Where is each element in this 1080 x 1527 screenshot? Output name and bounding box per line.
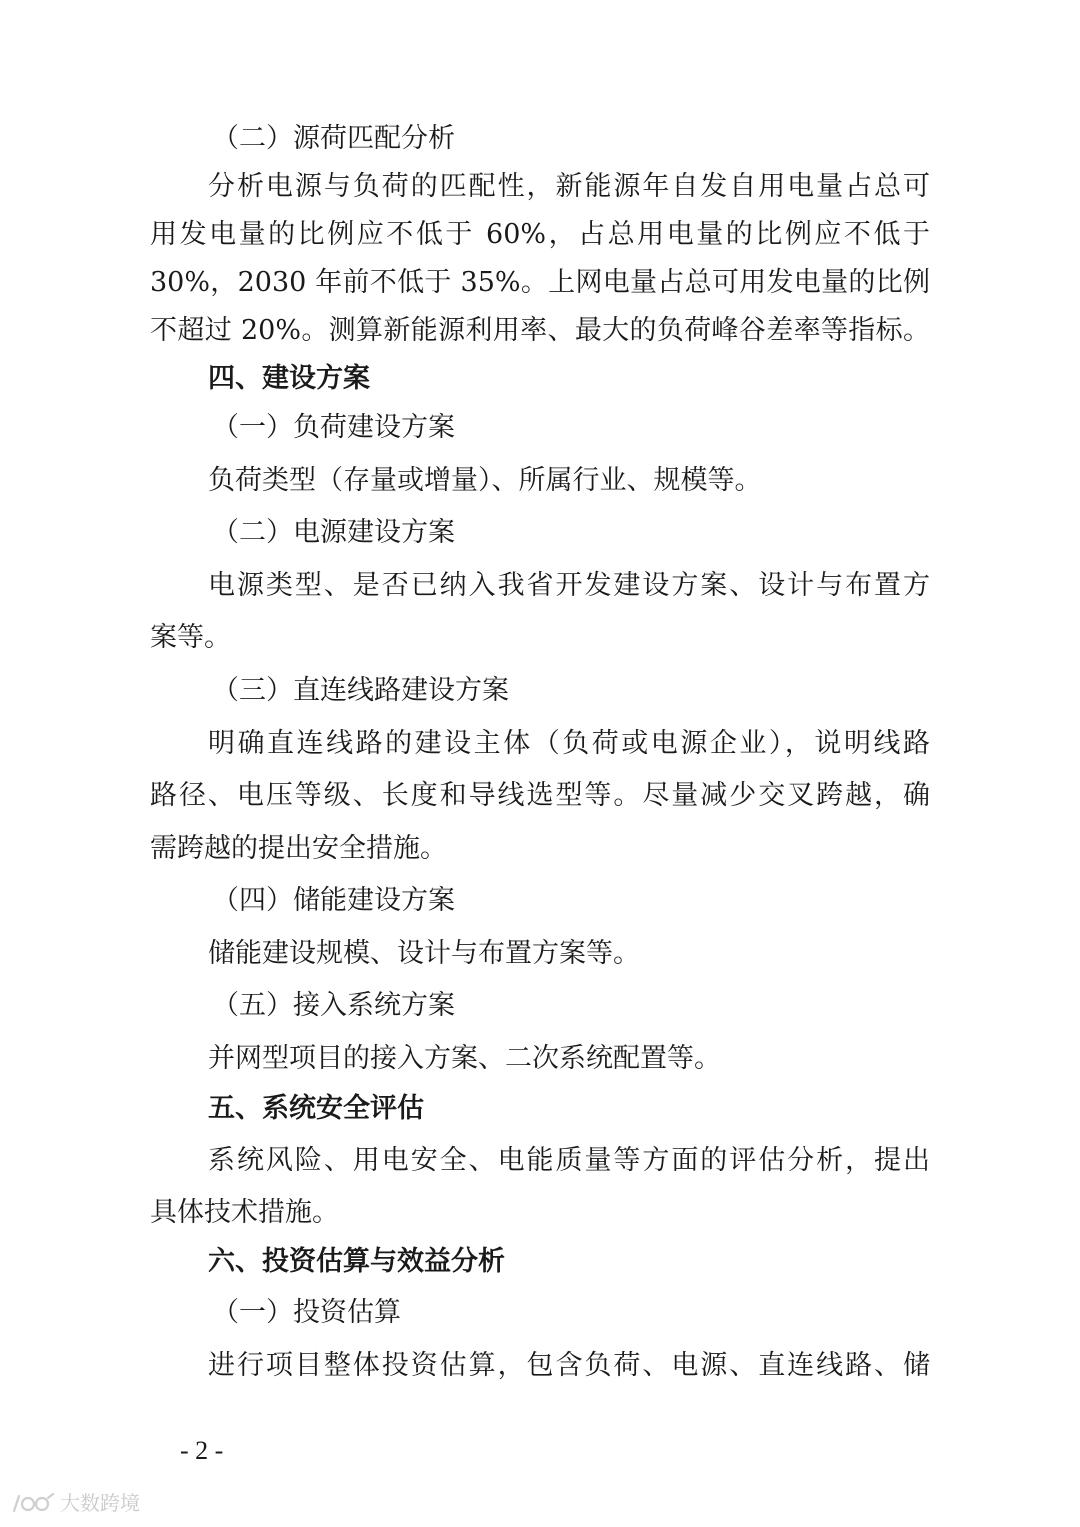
paragraph-line: 系统风险、用电安全、电能质量等方面的评估分析，提出 bbox=[208, 1145, 930, 1176]
section-heading-construction-plan: 四、建设方案 bbox=[208, 363, 370, 394]
subheading-source-load-matching: （二）源荷匹配分析 bbox=[212, 123, 455, 154]
watermark bbox=[10, 1490, 140, 1516]
paragraph-line: 电源类型、是否已纳入我省开发建设方案、设计与布置方 bbox=[208, 570, 930, 601]
section-heading-investment-benefit: 六、投资估算与效益分析 bbox=[208, 1246, 505, 1277]
paragraph-line: 负荷类型（存量或增量）、所属行业、规模等。 bbox=[208, 465, 762, 496]
paragraph-line: 进行项目整体投资估算，包含负荷、电源、直连线路、储 bbox=[208, 1350, 930, 1381]
paragraph-line: 路径、电压等级、长度和导线选型等。尽量减少交叉跨越，确 bbox=[150, 780, 930, 811]
paragraph-line: 不超过 20%。测算新能源利用率、最大的负荷峰谷差率等指标。 bbox=[150, 315, 930, 346]
paragraph-line: 案等。 bbox=[150, 622, 231, 653]
section-heading-safety-assessment: 五、系统安全评估 bbox=[208, 1093, 424, 1124]
watermark-text: 大数跨境 bbox=[60, 1491, 140, 1515]
subheading-direct-line-construction: （三）直连线路建设方案 bbox=[212, 675, 509, 706]
paragraph-line: 30%，2030 年前不低于 35%。上网电量占总可用发电量的比例 bbox=[150, 267, 930, 298]
watermark-logo-icon bbox=[10, 1491, 56, 1515]
subheading-investment-estimate: （一）投资估算 bbox=[212, 1297, 401, 1328]
paragraph-line: 用发电量的比例应不低于 60%，占总用电量的比例应不低于 bbox=[150, 219, 930, 250]
subheading-power-construction: （二）电源建设方案 bbox=[212, 517, 455, 548]
page-number: - 2 - bbox=[180, 1436, 224, 1465]
subheading-load-construction: （一）负荷建设方案 bbox=[212, 412, 455, 443]
paragraph-line: 并网型项目的接入方案、二次系统配置等。 bbox=[208, 1043, 721, 1074]
subheading-storage-construction: （四）储能建设方案 bbox=[212, 885, 455, 916]
paragraph-line: 储能建设规模、设计与布置方案等。 bbox=[208, 938, 640, 969]
paragraph-line: 明确直连线路的建设主体（负荷或电源企业），说明线路 bbox=[208, 728, 930, 759]
paragraph-line: 分析电源与负荷的匹配性，新能源年自发自用电量占总可 bbox=[208, 171, 930, 202]
paragraph-line: 需跨越的提出安全措施。 bbox=[150, 833, 447, 864]
paragraph-line: 具体技术措施。 bbox=[150, 1197, 339, 1228]
subheading-grid-connection: （五）接入系统方案 bbox=[212, 990, 455, 1021]
